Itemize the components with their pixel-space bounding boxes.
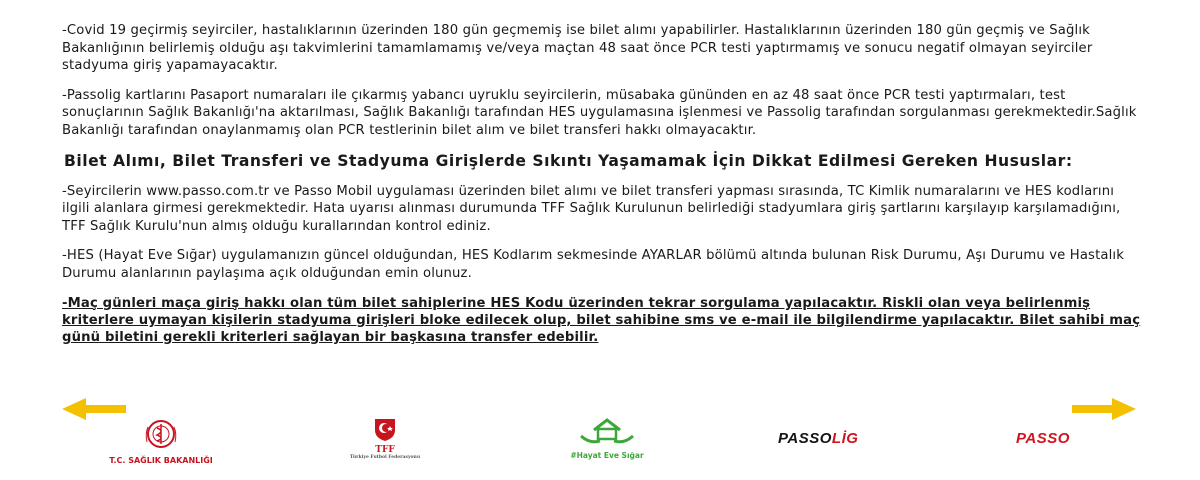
logo-bar xyxy=(0,398,1200,480)
section-heading: Bilet Alımı, Bilet Transferi ve Stadyuma Girişlerde Sıkıntı Yaşamamak İçin Dikkat Edilmesi Gereken Hususlar: xyxy=(64,151,1073,170)
passo-logo: PASSO xyxy=(1016,430,1070,447)
hes-caption: #Hayat Eve Sığar xyxy=(570,451,644,460)
paragraph-match-day-notice: -Maç günleri maça giriş hakkı olan tüm bilet sahiplerine HES Kodu üzerinden tekrar sorgulama yapılacaktır. Riskli olan veya belirlenmiş kriterlere uymayan kişilerin stadyuma girişleri bloke edilecek olup, bilet sahibine sms ve e-mail ile bilgilendirme yapılacaktır. Bilet sahibi maç günü biletini gerekli kriterleri sağlayan bir başkasına transfer edebilir. xyxy=(62,295,1141,345)
passolig-part-b: LİG xyxy=(831,430,859,447)
paragraph-foreign-fans: -Passolig kartlarını Pasaport numaraları ile çıkarmış yabancı uyruklu seyircilerin, müsabaka gününden en az 48 saat önce PCR testi yaptırmaları, test sonuçlarının Sağlık Bakanlığı'na aktarılması, Sağlık Bakanlığı tarafından HES uygulamasına işlenmesi ve Passolig tarafından sorgulanması gerekmektedir.Sağlık Bakanlığı tarafından onaylanmamış olan PCR testlerinin bilet alım ve bilet transferi hakkı olmayacaktır. xyxy=(62,87,1137,138)
saglik-bakanligi-logo xyxy=(86,418,236,465)
arrow-right-icon[interactable] xyxy=(1072,398,1136,420)
hayat-eve-sigar-logo xyxy=(562,416,652,460)
arrow-left-icon[interactable] xyxy=(62,398,126,420)
document-body xyxy=(62,22,1142,358)
paragraph-ticket-purchase: -Seyircilerin www.passo.com.tr ve Passo Mobil uygulaması üzerinden bilet alımı ve bilet transferi yapması sırasında, TC Kimlik numaralarını ve HES kodlarını ilgili alanlara girmesi gerekmektedir. Hata uyarısı alınması durumunda TFF Sağlık Kurulunun belirlediği stadyumlara giriş şartlarını karşılayıp karşılamadığını, TFF Sağlık Kurulu'nun almış olduğu kurallarından kontrol ediniz. xyxy=(62,183,1121,234)
passolig-logo xyxy=(778,430,858,447)
tff-abbr: TFF xyxy=(375,445,395,455)
tff-crest-icon xyxy=(372,416,398,442)
saglik-caption: T.C. SAĞLIK BAKANLIĞI xyxy=(109,456,213,465)
house-hands-icon xyxy=(578,416,636,446)
paragraph-covid-recovered: -Covid 19 geçirmiş seyirciler, hastalıklarının üzerinden 180 gün geçmemiş ise bilet alımı yapabilirler. Hastalıklarının üzerinden 180 gün geçmiş ve Sağlık Bakanlığının belirlemiş olduğu aşı takvimlerini tamamlamamış ve/veya maçtan 48 saat önce PCR testi yaptırmamış ve sonucu negatif olmayan seyirciler stadyuma giriş yapamayacaktır. xyxy=(62,23,1093,74)
passolig-part-a: PASSO xyxy=(778,430,832,447)
paragraph-hes-app: -HES (Hayat Eve Sığar) uygulamanızın güncel olduğundan, HES Kodlarım sekmesinde AYARLAR bölümü altında bulunan Risk Durumu, Aşı Durumu ve Hastalık Durumu alanlarının paylaşıma açık olduğundan emin olunuz. xyxy=(62,248,1125,281)
health-emblem-icon xyxy=(141,418,181,450)
tff-name: Türkiye Futbol Federasyonu xyxy=(349,455,421,460)
tff-logo xyxy=(328,416,442,461)
